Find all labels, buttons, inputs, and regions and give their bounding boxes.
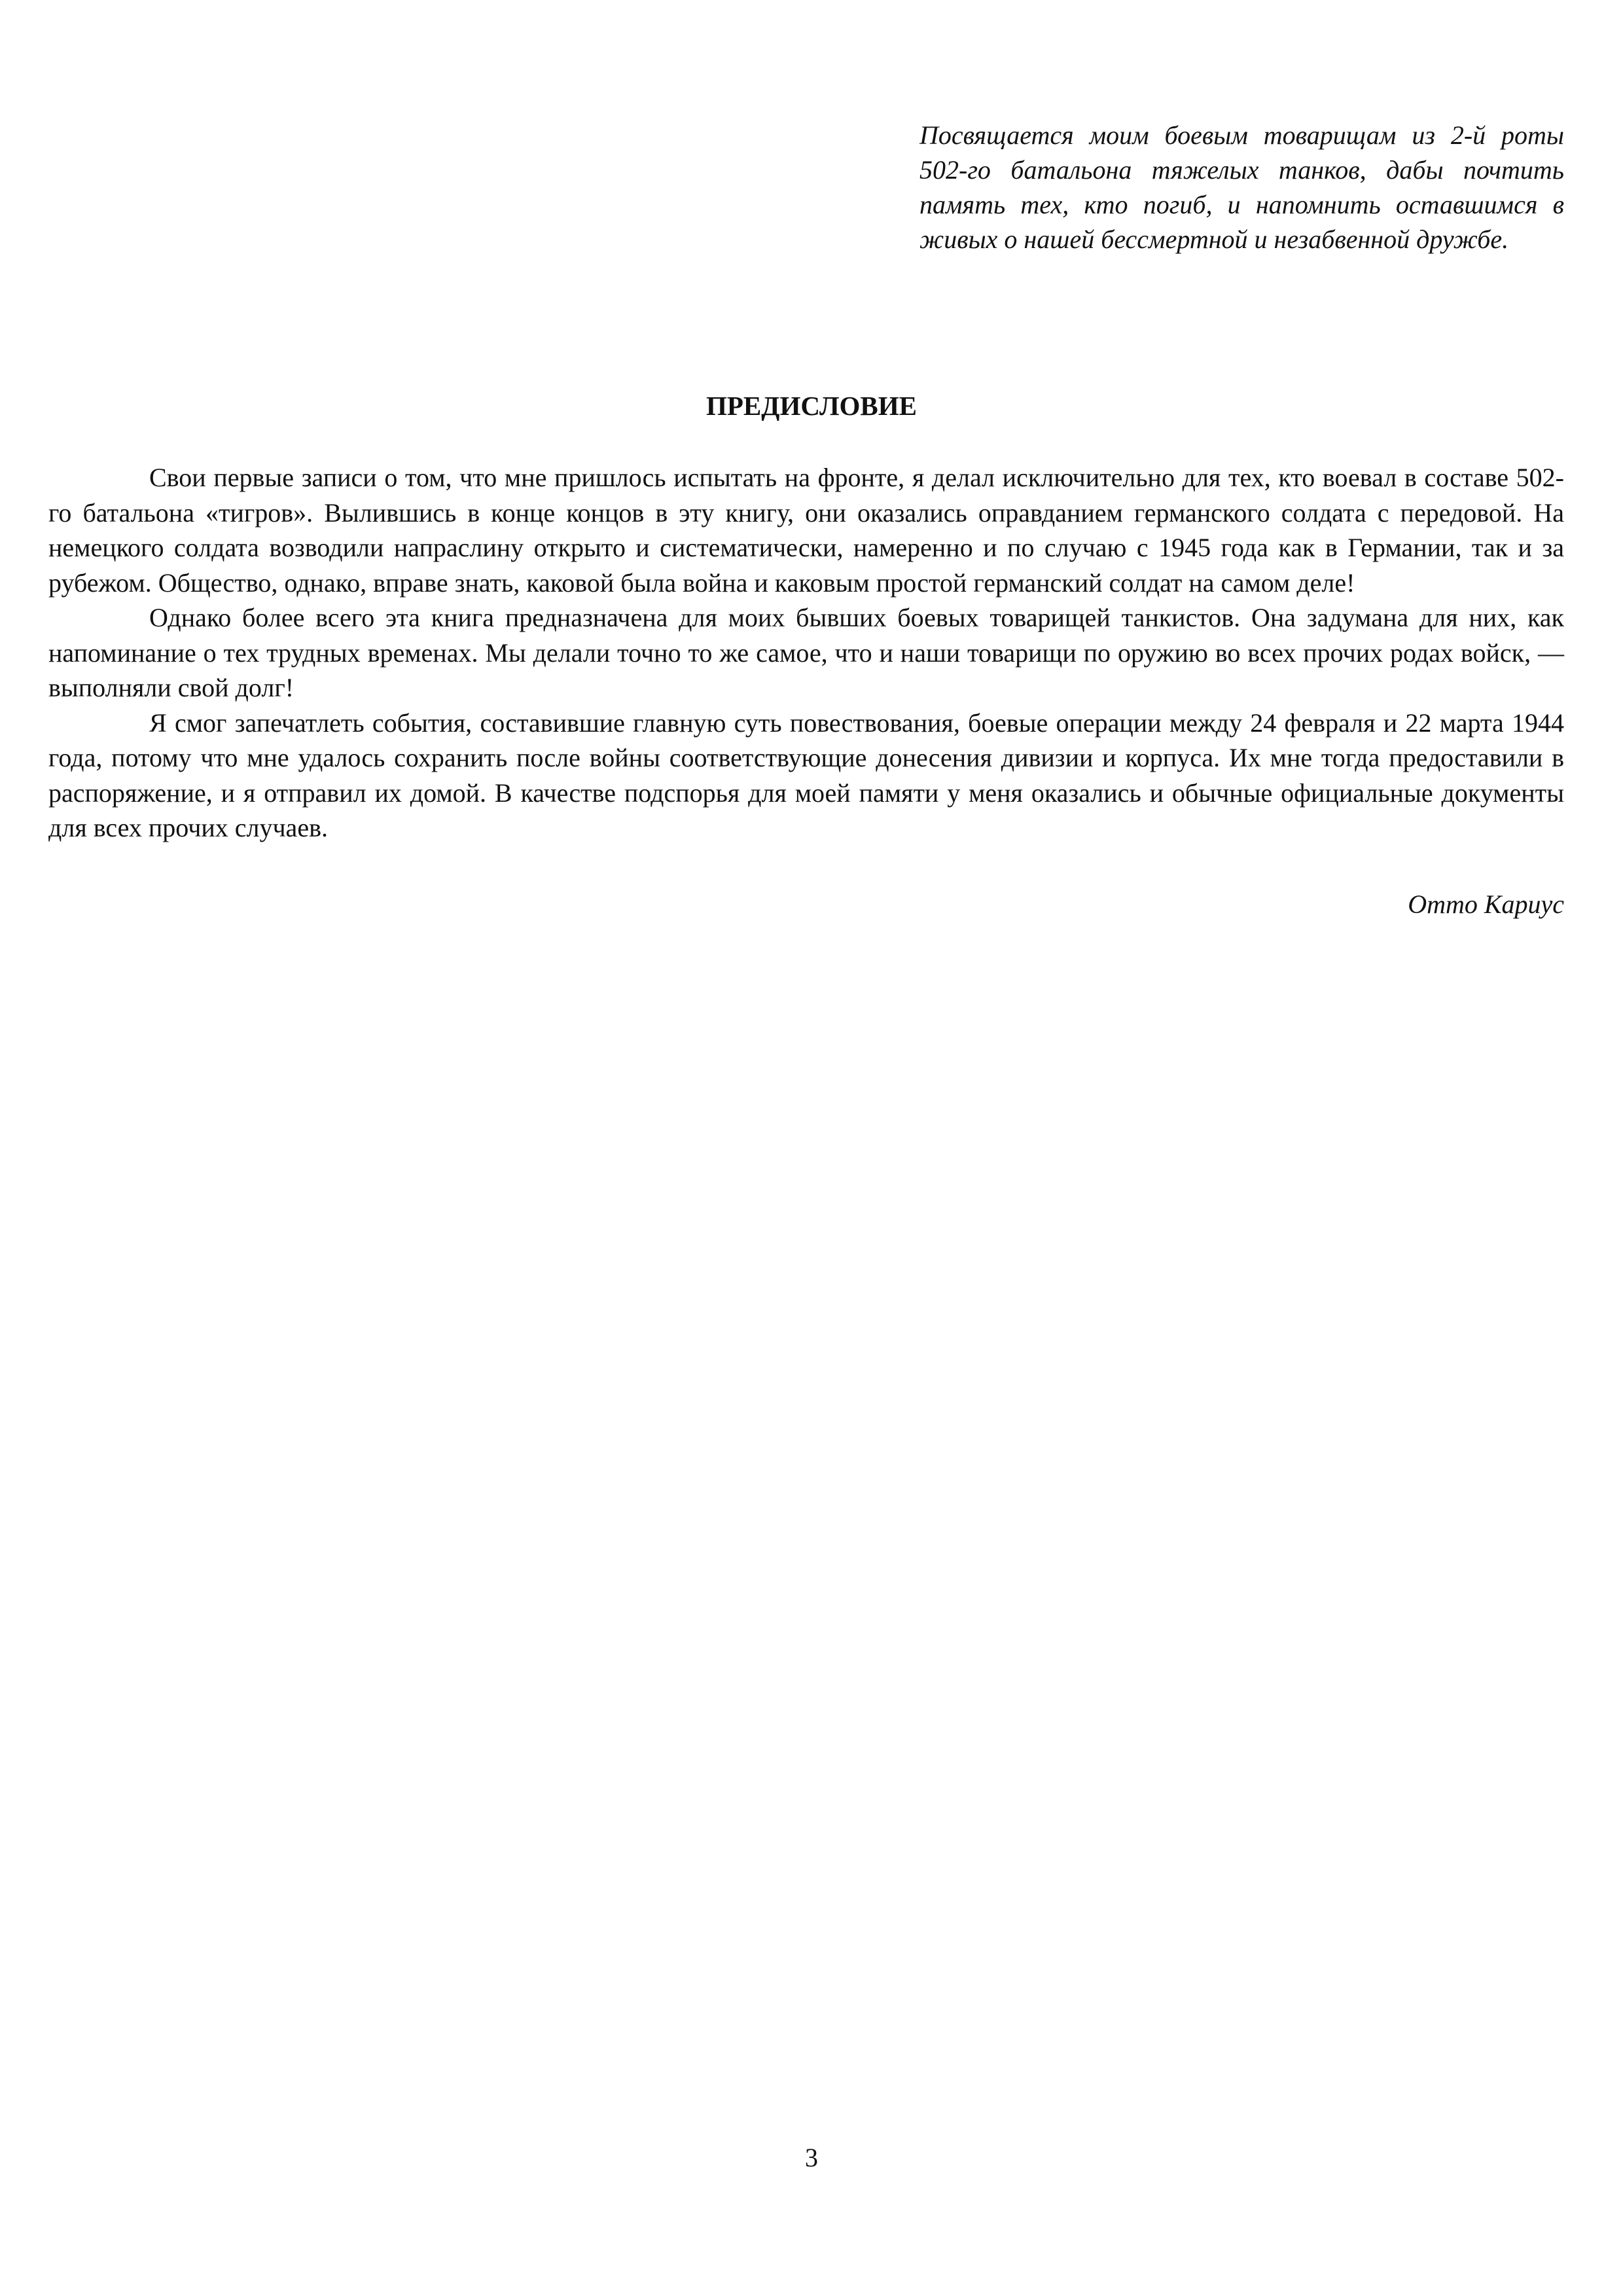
chapter-title: ПРЕДИСЛОВИЕ <box>706 391 917 421</box>
body-text <box>48 460 1564 846</box>
paragraph: Свои первые записи о том, что мне пришлось испытать на фронте, я делал исключительно для тех, кто воевал в составе 502-го батальона «тигров». Вылившись в конце концов в эту книгу, они оказались оправданием германского солдата с передовой. На немецкого солдата возводили напраслину открыто и систематически, намеренно и по случаю с 1945 года как в Германии, так и за рубежом. Общество, однако, вправе знать, каковой была война и каковым простой германский солдат на самом деле! <box>48 463 1564 598</box>
author-signature: Отто Кариус <box>1408 889 1564 919</box>
paragraph: Однако более всего эта книга предназначена для моих бывших боевых товарищей танкистов. Она задумана для них, как напоминание о тех трудных временах. Мы делали точно то же самое, что и наши товарищи по оружию во всех прочих родах войск, — выполняли свой долг! <box>48 603 1564 702</box>
page-number: 3 <box>805 2143 818 2172</box>
epigraph-dedication: Посвящается моим боевым товарищам из 2-й роты 502-го батальона тяжелых танков, дабы почтить память тех, кто погиб, и напомнить оставшимся в живых о нашей бессмертной и незабвенной дружбе. <box>919 120 1564 254</box>
paragraph: Я смог запечатлеть события, составившие главную суть повествования, боевые операции между 24 февраля и 22 марта 1944 года, потому что мне удалось сохранить после войны соответствующие донесения дивизии и корпуса. Их мне тогда предоставили в распоряжение, и я отправил их домой. В качестве подспорья для моей памяти у меня оказались и обычные официальные документы для всех прочих случаев. <box>48 708 1564 842</box>
